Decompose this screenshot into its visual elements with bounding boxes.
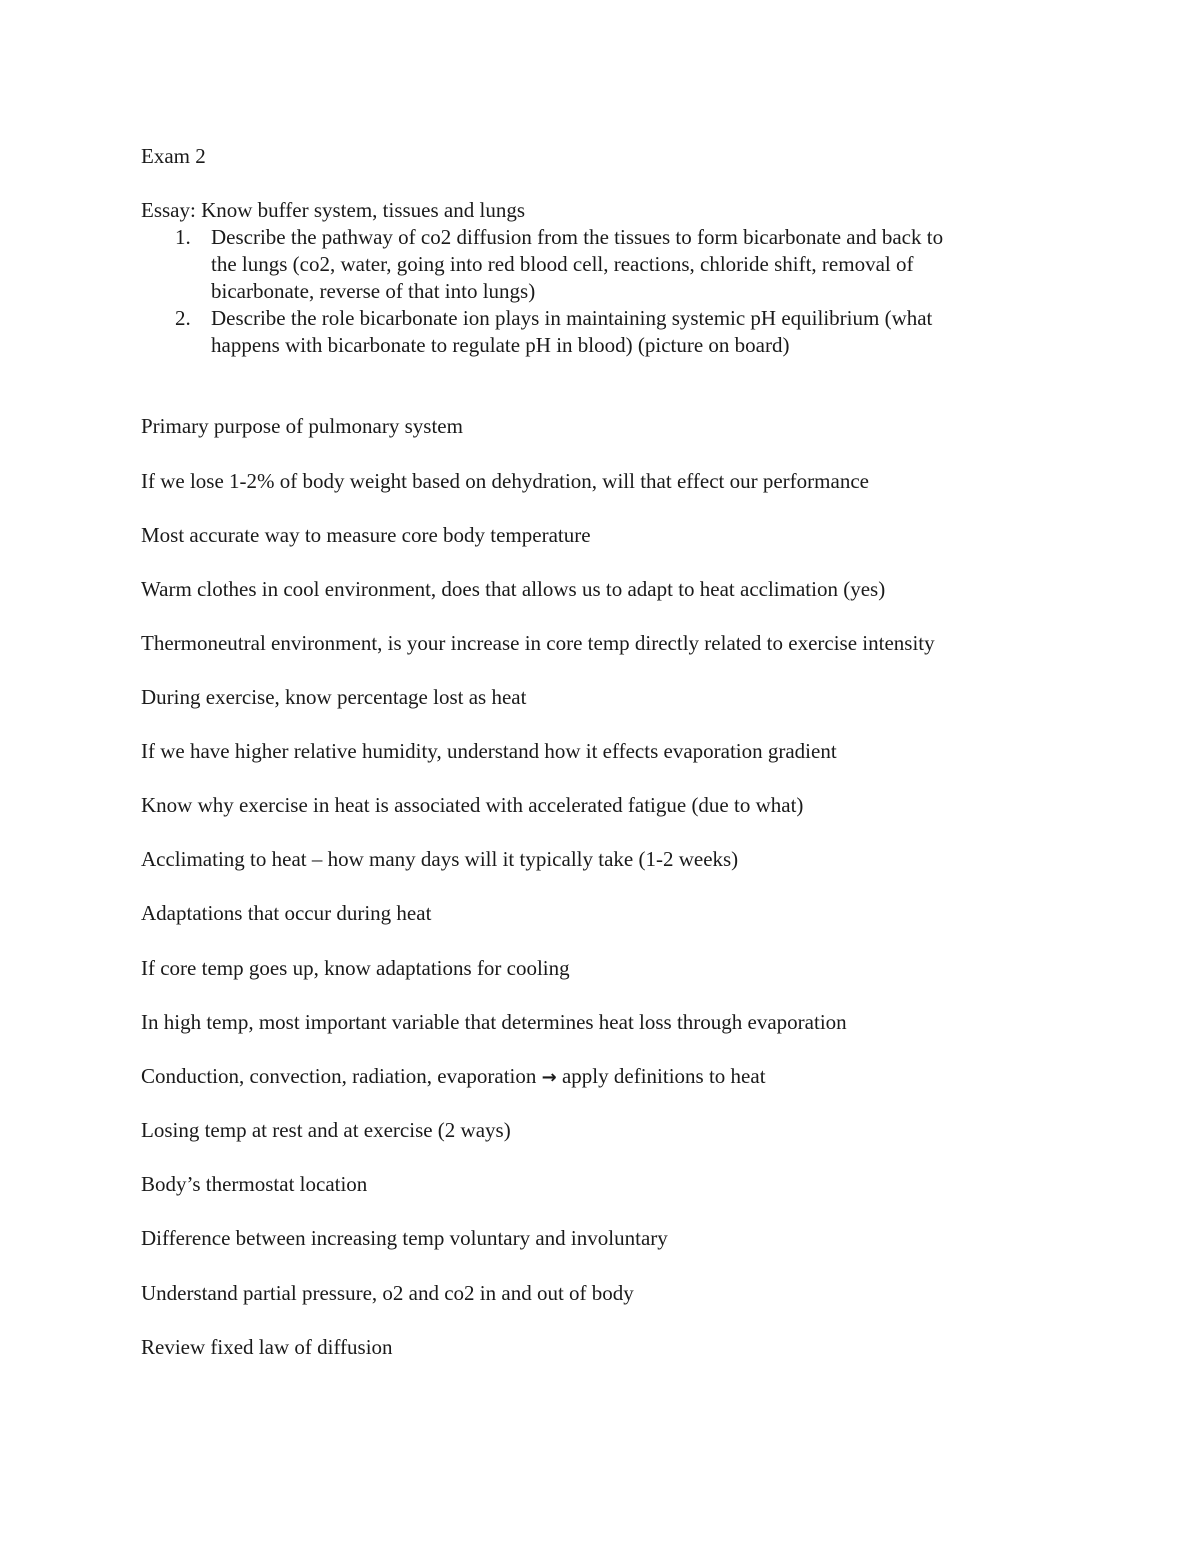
question-item: Know why exercise in heat is associated with accelerated fatigue (due to what) <box>141 793 804 817</box>
question-item: Losing temp at rest and at exercise (2 ways) <box>141 1118 511 1142</box>
question-item: If we lose 1-2% of body weight based on dehydration, will that effect our performance <box>141 469 869 493</box>
essay-item-number: 2. <box>175 306 191 330</box>
essay-item-number: 1. <box>175 225 191 249</box>
question-item: In high temp, most important variable that determines heat loss through evaporation <box>141 1010 847 1034</box>
question-text: Conduction, convection, radiation, evaporation <box>141 1064 537 1088</box>
essay-item-line: Describe the role bicarbonate ion plays in maintaining systemic pH equilibrium (what <box>211 306 933 330</box>
question-item: Body’s thermostat location <box>141 1172 368 1196</box>
question-item: Difference between increasing temp voluntary and involuntary <box>141 1226 668 1250</box>
essay-item-line: bicarbonate, reverse of that into lungs) <box>211 279 536 303</box>
essay-item-line: happens with bicarbonate to regulate pH in blood) (picture on board) <box>211 333 790 357</box>
essay-item-2 <box>141 305 1061 359</box>
essay-item-line: the lungs (co2, water, going into red blood cell, reactions, chloride shift, removal of <box>211 252 914 276</box>
essay-item-line: Describe the pathway of co2 diffusion from the tissues to form bicarbonate and back to <box>211 225 944 249</box>
question-item: Most accurate way to measure core body temperature <box>141 523 591 547</box>
essay-heading: Essay: Know buffer system, tissues and lungs <box>141 198 525 222</box>
document-title: Exam 2 <box>141 144 206 168</box>
question-arrow-suffix: apply definitions to heat <box>561 1064 766 1088</box>
question-item: Acclimating to heat – how many days will it typically take (1-2 weeks) <box>141 847 739 871</box>
question-item: Review fixed law of diffusion <box>141 1335 393 1359</box>
question-item: Adaptations that occur during heat <box>141 901 432 925</box>
question-item: If core temp goes up, know adaptations for cooling <box>141 956 570 980</box>
essay-list <box>141 224 1061 359</box>
question-item: If we have higher relative humidity, understand how it effects evaporation gradient <box>141 739 837 763</box>
essay-item-1 <box>141 224 1061 305</box>
question-item-with-arrow <box>141 1063 766 1091</box>
question-item: Warm clothes in cool environment, does that allows us to adapt to heat acclimation (yes) <box>141 577 886 601</box>
arrow-right-icon: → <box>541 1067 557 1088</box>
question-item: Thermoneutral environment, is your increase in core temp directly related to exercise intensity <box>141 631 935 655</box>
question-item: Understand partial pressure, o2 and co2 in and out of body <box>141 1281 634 1305</box>
question-item: During exercise, know percentage lost as heat <box>141 685 527 709</box>
question-item: Primary purpose of pulmonary system <box>141 414 463 438</box>
